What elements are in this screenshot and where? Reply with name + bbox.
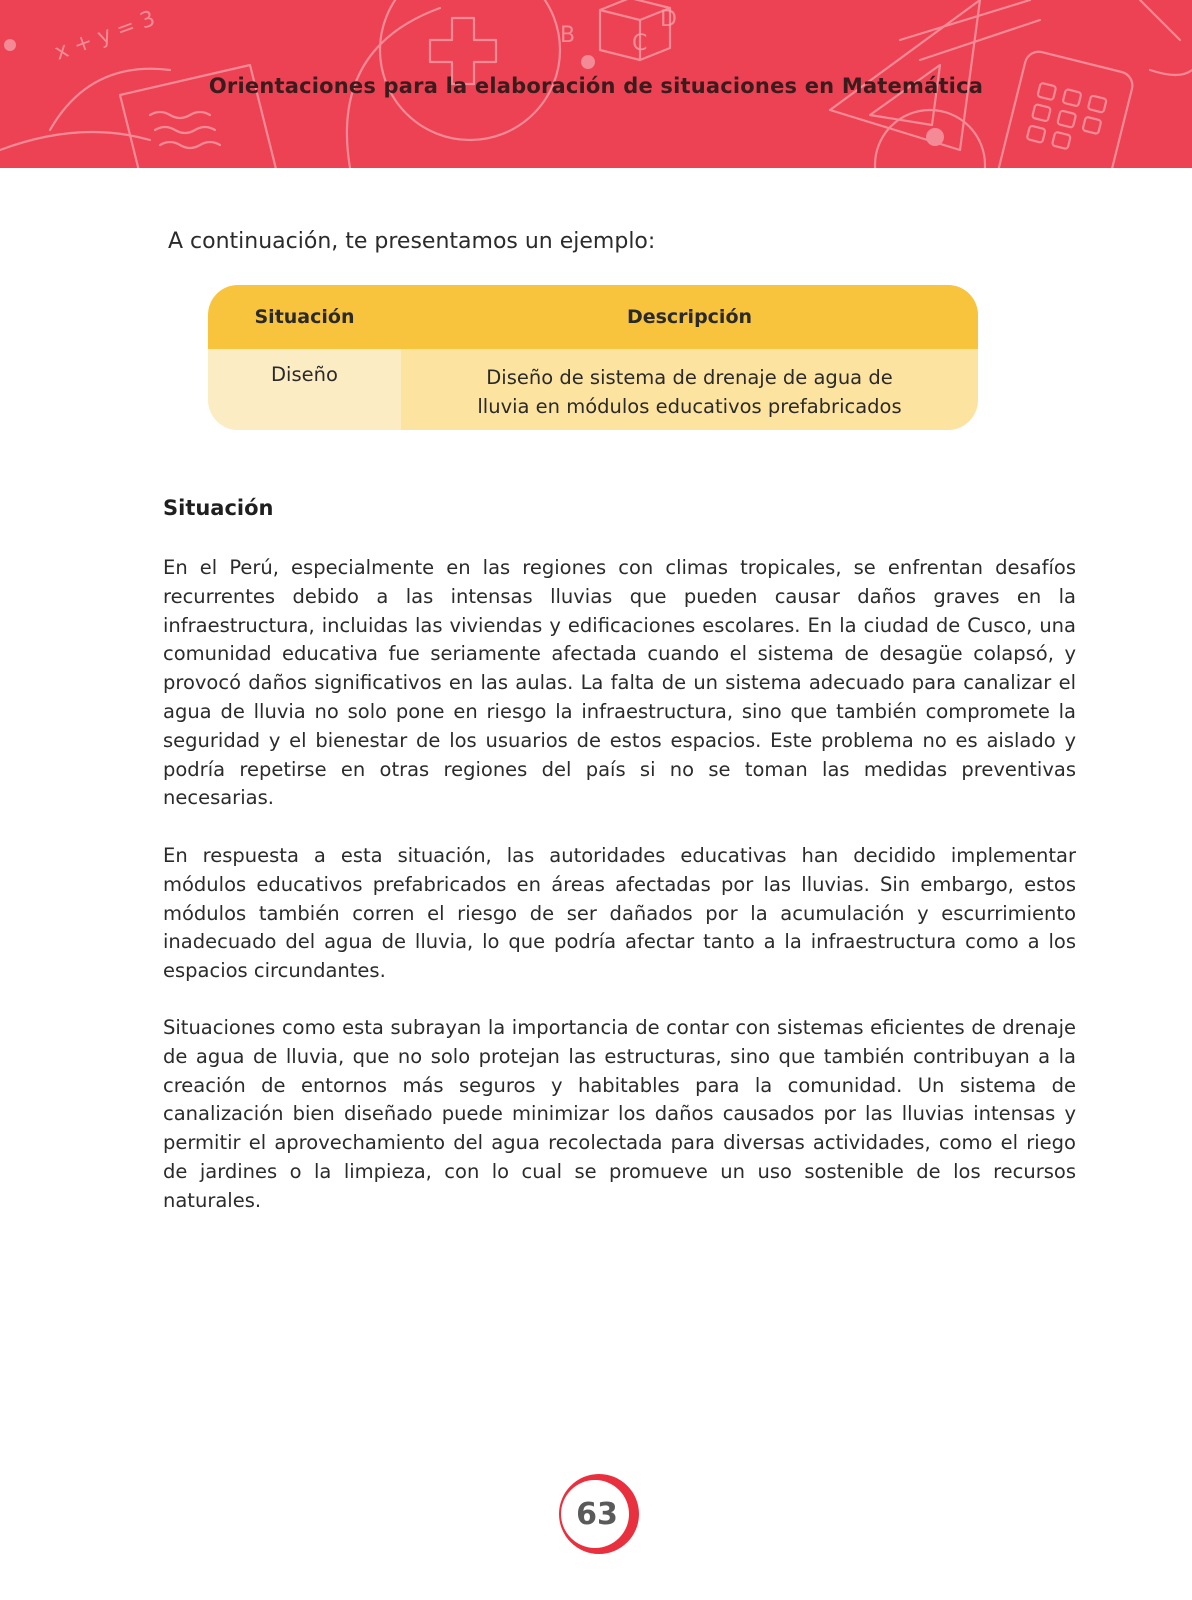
- paragraph-2: En respuesta a esta situación, las autoridades educativas han decidido implementar módulos educativos prefabricados en áreas afectadas por las lluvias. Sin embargo, estos módulos también corren el riesgo de ser dañados por la acumulación y escurrimiento inadecuado del agua de lluvia, lo que podría afectar tanto a la infraestructura como a los espacios circundantes.: [163, 844, 1076, 983]
- formula-doodle: x + y = 3: [51, 6, 159, 66]
- descripcion-line-2: lluvia en módulos educativos prefabricados: [477, 395, 902, 418]
- page-number: 63: [576, 1496, 618, 1532]
- paragraph-1: En el Perú, especialmente en las regiones con climas tropicales, se enfrentan desafíos recurrentes debido a las intensas lluvias que pueden causar daños graves en la infraestructura, incluidas las viviendas y edificaciones escolares. En la ciudad de Cusco, una comunidad educativa fue seriamente afectada cuando el sistema de desagüe colapsó, y provocó daños significativos en las aulas. La falta de un sistema adecuado para canalizar el agua de lluvia no solo pone en riesgo la infraestructura, sino que también compromete la seguridad y el bienestar de los usuarios de estos espacios. Este problema no es aislado y podría repetirse en otras regiones del país si no se toman las medidas preventivas necesarias.: [163, 556, 1076, 810]
- example-table: [208, 285, 978, 430]
- paragraph-3: Situaciones como esta subrayan la importancia de contar con sistemas eficientes de drenaje de agua de lluvia, que no solo protejan las estructuras, sino que también contribuyan a la creación de entornos más seguros y habitables para la comunidad. Un sistema de canalización bien diseñado puede minimizar los daños causados por las lluvias intensas y permitir el aprovechamiento del agua recolectada para diversas actividades, como el riego de jardines o la limpieza, con lo cual se promueve un uso sostenible de los recursos naturales.: [163, 1016, 1076, 1212]
- table-header-row: [208, 285, 978, 349]
- section-title: Situación: [163, 496, 274, 520]
- header-banner: [0, 0, 1192, 168]
- descripcion-line-1: Diseño de sistema de drenaje de agua de: [486, 366, 893, 389]
- letter-doodle-c: C: [632, 31, 648, 56]
- table-header-descripcion: Descripción: [626, 306, 753, 328]
- table-row: [208, 349, 978, 430]
- page-number-badge: [556, 1471, 642, 1557]
- table-header-situacion: Situación: [254, 306, 355, 328]
- letter-doodle-d: D: [660, 7, 677, 32]
- table-cell-situacion: Diseño: [208, 349, 401, 430]
- header-title: Orientaciones para la elaboración de situaciones en Matemática: [208, 74, 984, 98]
- letter-doodle-b: B: [560, 23, 576, 48]
- intro-text: A continuación, te presentamos un ejemplo:: [168, 229, 656, 254]
- table-cell-descripcion: [401, 349, 978, 430]
